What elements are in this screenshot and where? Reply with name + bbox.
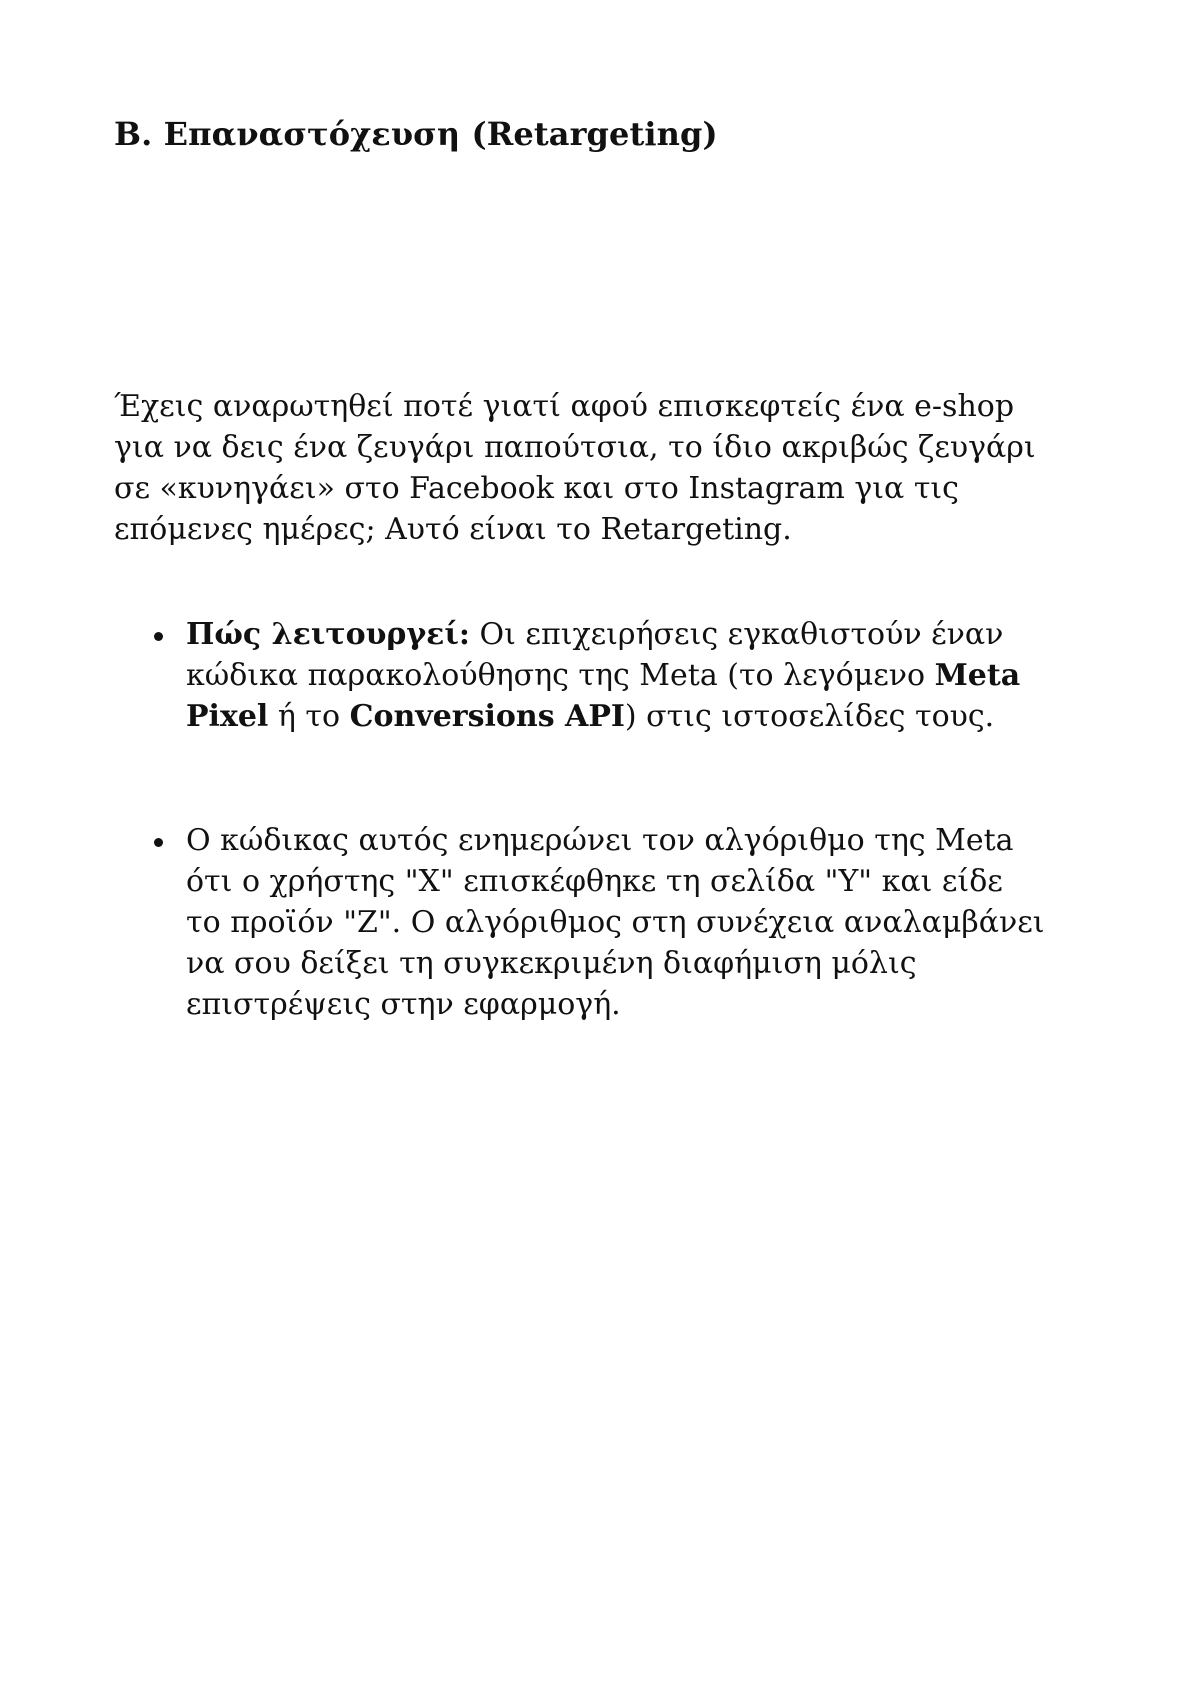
bullet-item-algorithm bbox=[114, 820, 1104, 1025]
bullet-line bbox=[186, 696, 1104, 737]
bullet-item-how-it-works bbox=[114, 614, 1104, 737]
intro-line: επόμενες ημέρες; Αυτό είναι το Retargeting. bbox=[114, 512, 792, 547]
bullet-line: το προϊόν "Z". Ο αλγόριθμος στη συνέχεια αναλαμβάνει bbox=[186, 905, 1045, 940]
bullet-bold-term: Pixel bbox=[186, 699, 269, 734]
bullet-text: κώδικα παρακολούθησης της Meta (το λεγόμενο bbox=[186, 658, 935, 693]
bullet-text: ) στις ιστοσελίδες τους. bbox=[624, 699, 995, 734]
intro-paragraph bbox=[114, 386, 1074, 550]
bullet-line: ότι ο χρήστης "X" επισκέφθηκε τη σελίδα "Y" και είδε bbox=[186, 864, 1003, 899]
intro-line: Έχεις αναρωτηθεί ποτέ γιατί αφού επισκεφτείς ένα e-shop bbox=[114, 389, 1015, 424]
intro-line: για να δεις ένα ζευγάρι παπούτσια, το ίδιο ακριβώς ζευγάρι bbox=[114, 430, 1036, 465]
bullet-line: να σου δείξει τη συγκεκριμένη διαφήμιση μόλις bbox=[186, 946, 917, 981]
bullet-bold-term: Conversions API bbox=[349, 699, 625, 734]
bullet-label: Πώς λειτουργεί: bbox=[186, 617, 470, 652]
bullet-bold-term: Meta bbox=[934, 658, 1021, 693]
bullet-text: Οι επιχειρήσεις εγκαθιστούν έναν bbox=[470, 617, 1004, 652]
intro-line: σε «κυνηγάει» στο Facebook και στο Instagram για τις bbox=[114, 471, 959, 506]
bullet-line bbox=[186, 614, 1104, 655]
bullet-line: επιστρέψεις στην εφαρμογή. bbox=[186, 987, 621, 1022]
bullet-line: Ο κώδικας αυτός ενημερώνει τον αλγόριθμο της Meta bbox=[186, 823, 1014, 858]
bullet-dot-icon bbox=[154, 838, 163, 847]
section-heading: B. Επαναστόχευση (Retargeting) bbox=[114, 115, 718, 153]
bullet-line bbox=[186, 655, 1104, 696]
bullet-text: ή το bbox=[268, 699, 350, 734]
bullet-list bbox=[114, 614, 1104, 1025]
bullet-dot-icon bbox=[154, 632, 163, 641]
